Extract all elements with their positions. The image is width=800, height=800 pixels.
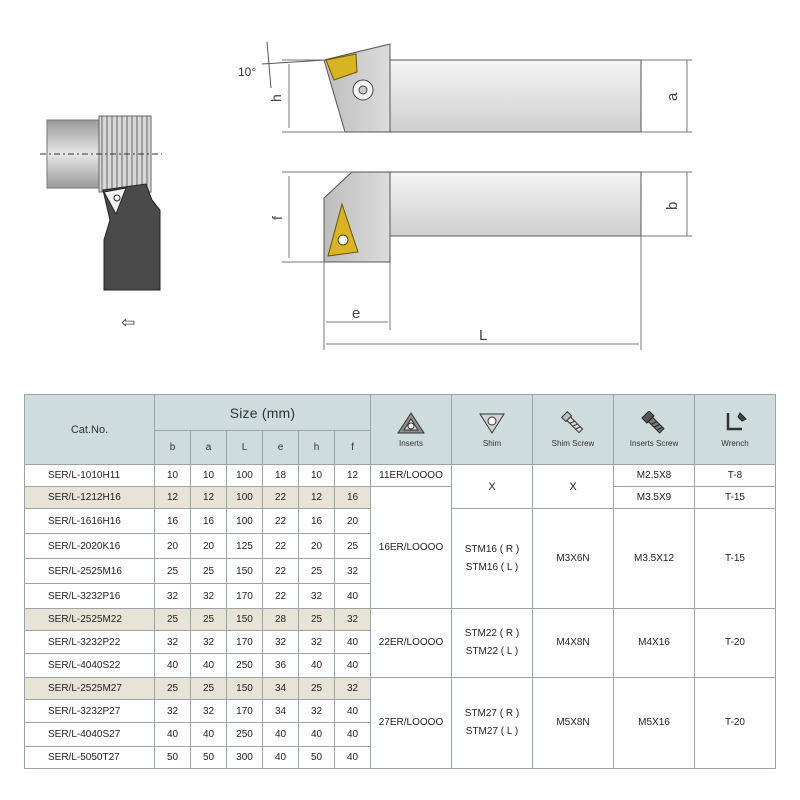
- cat-no-cell: SER/L-4040S27: [25, 723, 155, 747]
- dim-f-cell: 40: [335, 723, 371, 747]
- cat-no-header: Cat.No.: [25, 395, 155, 465]
- insert-value: 27ER/LOOOO: [378, 717, 444, 728]
- cat-no-cell: SER/L-2020K16: [25, 534, 155, 559]
- shim-value-l: STM16 ( L ): [465, 561, 519, 573]
- dim-L-cell: 150: [227, 678, 263, 700]
- wrench-value: T-8: [727, 469, 743, 481]
- dim-h-cell: 12: [299, 487, 335, 509]
- dim-h-cell: 32: [299, 584, 335, 609]
- dim-L-cell: 100: [227, 487, 263, 509]
- group-cell: [695, 609, 776, 678]
- group-cell: [452, 678, 533, 769]
- dim-b-cell: 32: [155, 631, 191, 654]
- operation-sketch: [40, 116, 162, 333]
- shim-screw-value: M4X8N: [556, 637, 590, 648]
- group-cell: [614, 487, 695, 509]
- cat-no-cell: SER/L-4040S22: [25, 654, 155, 678]
- dim-e-cell: 40: [263, 747, 299, 769]
- dim-f-cell: 32: [335, 678, 371, 700]
- cat-no-cell: SER/L-3232P27: [25, 700, 155, 723]
- inserts-header: [371, 395, 452, 465]
- dim-a-cell: 40: [191, 723, 227, 747]
- table-row: [25, 487, 776, 509]
- dim-a-cell: 16: [191, 509, 227, 534]
- table-row: [25, 609, 776, 631]
- dim-L-cell: 150: [227, 559, 263, 584]
- dim-h-cell: 25: [299, 678, 335, 700]
- shim-value-r: STM22 ( R ): [464, 628, 520, 639]
- group-cell: [533, 678, 614, 769]
- wrench-value: T-20: [724, 637, 745, 648]
- shim-screw-value: M5X8N: [556, 717, 590, 728]
- cat-no-cell: SER/L-1616H16: [25, 509, 155, 534]
- dim-a-cell: 50: [191, 747, 227, 769]
- dim-f-cell: 25: [335, 534, 371, 559]
- dim-e-cell: 22: [263, 487, 299, 509]
- dim-e-label: e: [352, 305, 361, 322]
- group-cell: [695, 465, 776, 487]
- wrench-value: T-15: [724, 552, 745, 564]
- dim-b-cell: 10: [155, 465, 191, 487]
- dim-e-cell: 34: [263, 678, 299, 700]
- dim-e-cell: 34: [263, 700, 299, 723]
- top-view: [238, 42, 692, 132]
- group-cell: [371, 609, 452, 678]
- dim-h-header: h: [299, 431, 335, 465]
- dim-L-cell: 100: [227, 509, 263, 534]
- dim-b-cell: 25: [155, 678, 191, 700]
- dim-L-header: L: [227, 431, 263, 465]
- dim-b-cell: 16: [155, 509, 191, 534]
- insert-value: 11ER/LOOOO: [379, 469, 443, 481]
- group-cell: [614, 678, 695, 769]
- cat-no-cell: SER/L-1010H11: [25, 465, 155, 487]
- cat-no-cell: SER/L-3232P16: [25, 584, 155, 609]
- wrench-value: T-20: [724, 717, 745, 728]
- dim-h-cell: 40: [299, 654, 335, 678]
- inserts-header-label: Inserts: [398, 438, 423, 448]
- shim-screw-value: M3X6N: [556, 552, 590, 564]
- dim-b-cell: 32: [155, 584, 191, 609]
- dim-a-cell: 10: [191, 465, 227, 487]
- dim-e-cell: 22: [263, 559, 299, 584]
- dim-f-cell: 40: [335, 654, 371, 678]
- dim-b-cell: 20: [155, 534, 191, 559]
- insert-value: 22ER/LOOOO: [378, 637, 444, 648]
- side-view-insert-screw: [338, 235, 348, 245]
- dim-L-cell: 250: [227, 654, 263, 678]
- dim-a-cell: 25: [191, 609, 227, 631]
- insert-screw-value: M4X16: [638, 637, 670, 648]
- cat-no-cell: SER/L-2525M22: [25, 609, 155, 631]
- dim-L-cell: 170: [227, 631, 263, 654]
- dim-L-cell: 170: [227, 584, 263, 609]
- spec-table: [24, 394, 776, 769]
- dim-h-cell: 10: [299, 465, 335, 487]
- dim-f-cell: 40: [335, 631, 371, 654]
- cat-no-cell: SER/L-2525M16: [25, 559, 155, 584]
- shim-value: X: [488, 480, 496, 493]
- shim-value-l: STM27 ( L ): [465, 726, 519, 737]
- dim-L-cell: 250: [227, 723, 263, 747]
- dim-e-cell: 22: [263, 584, 299, 609]
- wrench-icon: [720, 411, 750, 435]
- dim-f-label: f: [269, 216, 285, 220]
- wrench-header-label: Wrench: [721, 438, 749, 448]
- dim-a-cell: 40: [191, 654, 227, 678]
- dim-f-cell: 32: [335, 609, 371, 631]
- group-cell: [614, 609, 695, 678]
- shim-value-l: STM22 ( L ): [465, 646, 519, 657]
- dim-e-cell: 36: [263, 654, 299, 678]
- group-cell: [614, 509, 695, 609]
- shim-value-r: STM27 ( R ): [464, 708, 520, 719]
- group-cell: [452, 509, 533, 609]
- wrench-header: [695, 395, 776, 465]
- dim-b-cell: 12: [155, 487, 191, 509]
- group-cell: [452, 609, 533, 678]
- dim-a-cell: 32: [191, 631, 227, 654]
- dim-b-cell: 25: [155, 559, 191, 584]
- dim-f-cell: 20: [335, 509, 371, 534]
- dim-e-cell: 18: [263, 465, 299, 487]
- dim-h-cell: 25: [299, 559, 335, 584]
- dim-b-cell: 25: [155, 609, 191, 631]
- group-cell: [695, 678, 776, 769]
- dim-h-label: h: [268, 94, 284, 102]
- shim-screw-value: X: [569, 480, 577, 493]
- tool-holder-drawing: [0, 0, 800, 390]
- dim-h-cell: 25: [299, 609, 335, 631]
- cat-no-cell: SER/L-2525M27: [25, 678, 155, 700]
- side-view: [269, 172, 692, 350]
- shim-icon: [477, 411, 507, 435]
- dim-b-header: b: [155, 431, 191, 465]
- inserts-screw-header-label: Inserts Screw: [629, 438, 679, 448]
- insert-value: 16ER/LOOOO: [378, 541, 444, 553]
- dim-h-cell: 50: [299, 747, 335, 769]
- dim-e-cell: 22: [263, 534, 299, 559]
- feed-direction-arrow: ⇦: [121, 313, 136, 333]
- dim-h-cell: 32: [299, 631, 335, 654]
- dim-a-cell: 32: [191, 584, 227, 609]
- dim-f-cell: 40: [335, 584, 371, 609]
- dim-a-cell: 25: [191, 678, 227, 700]
- cat-no-cell: SER/L-1212H16: [25, 487, 155, 509]
- angle-label: 10°: [238, 65, 257, 79]
- cat-no-cell: SER/L-3232P22: [25, 631, 155, 654]
- dim-f-cell: 32: [335, 559, 371, 584]
- group-cell: [371, 465, 452, 487]
- dim-b-cell: 32: [155, 700, 191, 723]
- group-cell: [614, 465, 695, 487]
- dim-L-cell: 300: [227, 747, 263, 769]
- shim-screw-icon: [558, 411, 588, 435]
- dim-f-header: f: [335, 431, 371, 465]
- inserts-screw-header: [614, 395, 695, 465]
- dim-b-cell: 40: [155, 654, 191, 678]
- group-cell: [695, 509, 776, 609]
- group-cell: [695, 487, 776, 509]
- dim-f-cell: 40: [335, 700, 371, 723]
- size-header: Size (mm): [155, 395, 371, 431]
- dim-f-cell: 16: [335, 487, 371, 509]
- dim-e-cell: 32: [263, 631, 299, 654]
- group-cell: [533, 509, 614, 609]
- dim-L-cell: 150: [227, 609, 263, 631]
- shim-screw-header-label: Shim Screw: [551, 438, 595, 448]
- dim-h-cell: 20: [299, 534, 335, 559]
- insert-screw-value: M3.5X12: [633, 552, 675, 564]
- insert-screw-value: M2.5X8: [636, 469, 672, 481]
- group-cell: [371, 487, 452, 609]
- shim-header-label: Shim: [482, 438, 502, 448]
- dim-L-cell: 125: [227, 534, 263, 559]
- dim-f-cell: 40: [335, 747, 371, 769]
- dim-a-cell: 20: [191, 534, 227, 559]
- dim-a-cell: 32: [191, 700, 227, 723]
- wrench-value: T-15: [724, 491, 745, 503]
- dim-e-cell: 22: [263, 509, 299, 534]
- shim-screw-header: [533, 395, 614, 465]
- group-cell: [533, 609, 614, 678]
- dim-b-cell: 50: [155, 747, 191, 769]
- dim-f-cell: 12: [335, 465, 371, 487]
- dim-h-cell: 16: [299, 509, 335, 534]
- table-row: [25, 678, 776, 700]
- dim-a-cell: 12: [191, 487, 227, 509]
- cat-no-cell: SER/L-5050T27: [25, 747, 155, 769]
- insert-icon: [396, 411, 426, 435]
- dim-e-header: e: [263, 431, 299, 465]
- shim-value-r: STM16 ( R ): [464, 543, 520, 555]
- dim-L-label: L: [479, 327, 488, 344]
- dim-L-cell: 170: [227, 700, 263, 723]
- dim-b-cell: 40: [155, 723, 191, 747]
- dim-a-header: a: [191, 431, 227, 465]
- dim-a-label: a: [664, 92, 681, 101]
- dim-h-cell: 32: [299, 700, 335, 723]
- dim-L-cell: 100: [227, 465, 263, 487]
- table-row: [25, 465, 776, 487]
- dim-b-label: b: [664, 201, 681, 210]
- group-cell: [533, 465, 614, 509]
- group-cell: [371, 678, 452, 769]
- inserts-screw-icon: [639, 411, 669, 435]
- dim-e-cell: 40: [263, 723, 299, 747]
- dim-h-cell: 40: [299, 723, 335, 747]
- insert-screw-value: M3.5X9: [636, 491, 672, 503]
- shim-header: [452, 395, 533, 465]
- dim-e-cell: 28: [263, 609, 299, 631]
- insert-screw-value: M5X16: [638, 717, 670, 728]
- group-cell: [452, 465, 533, 509]
- dim-a-cell: 25: [191, 559, 227, 584]
